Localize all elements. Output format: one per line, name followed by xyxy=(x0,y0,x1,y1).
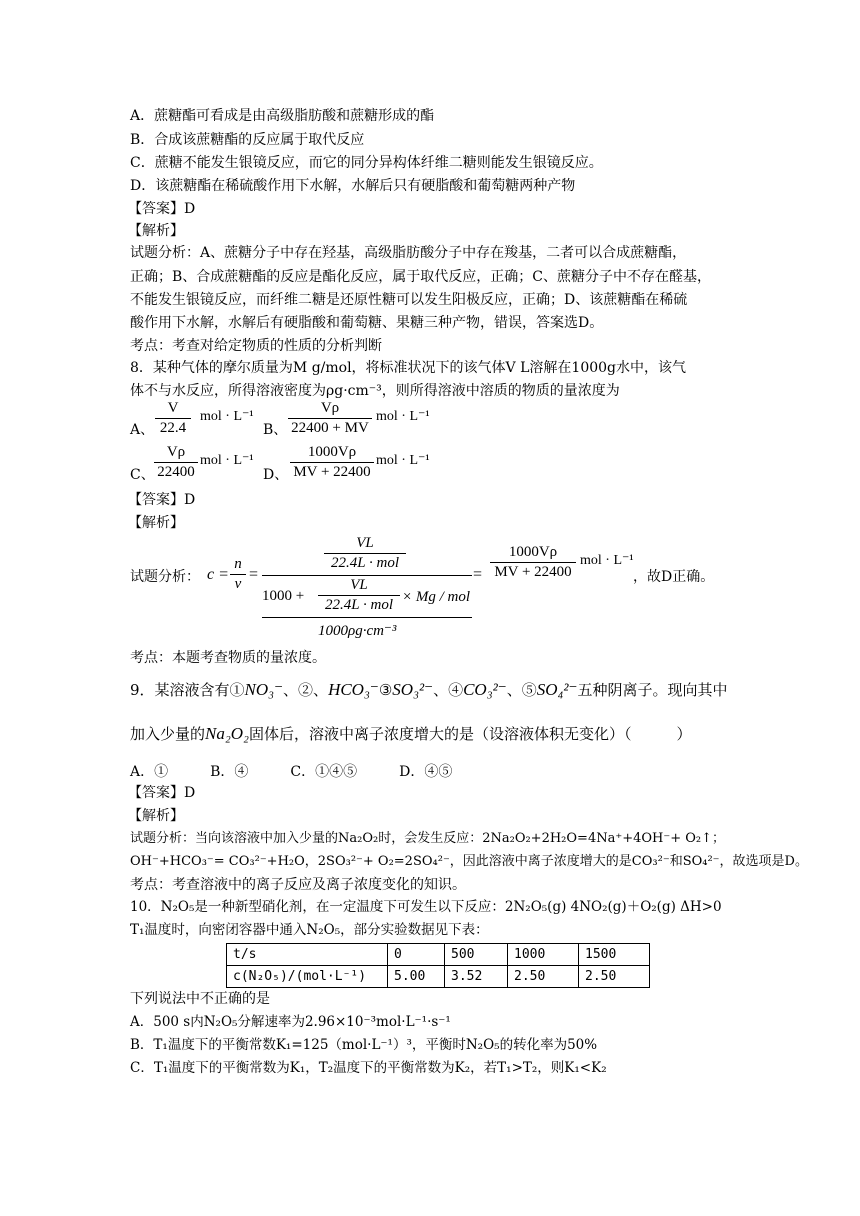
q7-option-a: A．蔗糖酯可看成是由高级脂肪酸和蔗糖形成的酯 xyxy=(130,108,435,124)
q8-c-numerator: Vρ xyxy=(154,444,198,463)
table-cell: 5.00 xyxy=(388,966,445,988)
q7-explanation-line3: 不能发生银镜反应，而纤维二糖是还原性糖可以发生阳极反应，正确；D、该蔗糖酯在稀硫 xyxy=(130,292,688,308)
q7-option-d: D．该蔗糖酯在稀硫酸作用下水解，水解后只有硬脂酸和葡萄糖两种产物 xyxy=(130,178,576,194)
q7-knowledge-point: 考点：考查对给定物质的性质的分析判断 xyxy=(130,338,382,354)
q8-b-denominator: 22400 + MV xyxy=(291,420,369,436)
q7-option-b: B．合成该蔗糖酯的反应属于取代反应 xyxy=(130,132,365,148)
q8-a-unit: mol · L⁻¹ xyxy=(200,409,254,424)
q8-result-fraction xyxy=(490,544,576,581)
q7-explanation-line4: 酸作用下水解，水解后有硬脂酸和葡萄糖、果糖三种产物，错误，答案选D。 xyxy=(130,315,604,331)
q9-stem-line1 xyxy=(130,678,727,702)
q8-result-unit: mol · L⁻¹ xyxy=(580,553,634,568)
q8-a-denominator: 22.4 xyxy=(159,420,187,436)
table-row xyxy=(227,944,650,966)
q8-option-d-label: D、 xyxy=(263,467,289,483)
table-cell: 0 xyxy=(388,944,445,966)
q8-d-denominator: MV + 22400 xyxy=(293,464,371,480)
table-cell: 2.50 xyxy=(508,966,579,988)
table-cell: 1500 xyxy=(579,944,650,966)
q8-n-over-v xyxy=(230,556,246,593)
q9-ion-so3: SO₃²⁻ xyxy=(392,680,434,699)
q9-stem-mid: 、②、 xyxy=(283,681,329,699)
q8-answer: 【答案】D xyxy=(128,492,196,508)
q8-inner-fraction xyxy=(318,577,400,614)
q9-stem-prefix: 9．某溶液含有① xyxy=(130,681,245,699)
q9-stem2-end: 固体后，溶液中离子浓度增大的是（设溶液体积无变化）（ ） xyxy=(248,725,692,743)
q8-plus-1000: 1000 + xyxy=(262,588,305,604)
q9-circle-3: ③ xyxy=(378,681,393,699)
q9-circle-4: 、④ xyxy=(433,681,464,699)
q9-ion-no3: NO₃⁻ xyxy=(244,680,284,699)
q7-answer: 【答案】D xyxy=(128,201,196,217)
q10-stem-line1: 10．N₂O₅是一种新型硝化剂，在一定温度下可发生以下反应：2N₂O₅(g) 4NO₂(g)＋O₂(g) ΔH>0 xyxy=(130,899,722,915)
q8-option-c-label: C、 xyxy=(130,467,155,483)
q8-result-numerator: 1000Vρ xyxy=(490,544,576,563)
q9-analysis-heading: 【解析】 xyxy=(128,808,184,824)
q8-result-denominator: MV + 22400 xyxy=(494,564,572,580)
q10-option-a: A．500 s内N₂O₅分解速率为2.96×10⁻³mol·L⁻¹·s⁻¹ xyxy=(130,1014,451,1030)
q8-lower-bar xyxy=(262,617,472,618)
q8-eq-sign-2: = xyxy=(473,566,483,583)
q8-c-equals: c = xyxy=(207,566,229,583)
q8-knowledge-point: 考点：本题考查物质的量浓度。 xyxy=(130,650,326,666)
q8-analysis-heading: 【解析】 xyxy=(128,515,184,531)
q7-explanation-line2: 正确；B、合成蔗糖酯的反应是酯化反应，属于取代反应，正确；C、蔗糖分子中不存在醛基， xyxy=(130,269,711,285)
q8-top-denominator: 22.4L · mol xyxy=(330,555,400,571)
q8-bottom-density: 1000ρg·cm⁻³ xyxy=(318,623,397,639)
q8-option-a-fraction xyxy=(155,400,191,437)
q8-b-unit: mol · L⁻¹ xyxy=(376,409,430,424)
q8-n: n xyxy=(230,556,246,575)
q8-top-vl: VL xyxy=(324,535,406,554)
q9-stem-line2 xyxy=(130,722,691,746)
q8-main-fraction xyxy=(262,535,472,639)
q9-ion-co3: CO₃²⁻ xyxy=(463,680,507,699)
q8-d-numerator: 1000Vρ xyxy=(290,444,374,463)
q8-c-denominator: 22400 xyxy=(157,464,195,480)
q10-data-table xyxy=(226,943,650,988)
q8-inner-denominator: 22.4L · mol xyxy=(324,597,394,613)
q8-d-unit: mol · L⁻¹ xyxy=(376,453,430,468)
q8-option-b-fraction xyxy=(288,400,372,437)
q8-eq-sign-1: = xyxy=(249,566,259,583)
q9-ion-so4: SO₄²⁻ xyxy=(536,680,578,699)
q10-option-b: B．T₁温度下的平衡常数K₁=125（mol·L⁻¹）³，平衡时N₂O₅的转化率为50% xyxy=(130,1037,598,1053)
q9-na2o2: Na₂O₂ xyxy=(205,724,249,743)
table-cell: 1000 xyxy=(508,944,579,966)
table-cell: 3.52 xyxy=(445,966,508,988)
q8-explanation-lead: 试题分析： xyxy=(130,569,200,585)
q8-option-b-label: B、 xyxy=(263,422,288,438)
q8-main-fraction-bar xyxy=(262,575,472,576)
q9-options: A．① B．④ C．①④⑤ D．④⑤ xyxy=(130,764,453,780)
q9-stem2-prefix: 加入少量的 xyxy=(130,725,206,743)
q9-stem-end: 五种阴离子。现向其中 xyxy=(577,681,728,699)
q10-question-prompt: 下列说法中不正确的是 xyxy=(130,991,270,1007)
q8-top-fraction xyxy=(324,535,406,572)
q8-option-a-label: A、 xyxy=(130,422,155,438)
table-cell: 500 xyxy=(445,944,508,966)
q8-conclusion: ，故D正确。 xyxy=(633,569,715,585)
q8-a-numerator: V xyxy=(155,400,191,419)
table-cell: c(N₂O₅)/(mol·L⁻¹) xyxy=(227,966,388,988)
q7-analysis-heading: 【解析】 xyxy=(128,223,184,239)
q10-stem-line2: T₁温度时，向密闭容器中通入N₂O₅，部分实验数据见下表： xyxy=(130,922,489,938)
q8-v: v xyxy=(234,576,242,592)
table-cell: 2.50 xyxy=(579,966,650,988)
q8-option-c-fraction xyxy=(154,444,198,481)
q8-option-d-fraction xyxy=(290,444,374,481)
q8-b-numerator: Vρ xyxy=(288,400,372,419)
q9-explanation-line1: 试题分析：当向该溶液中加入少量的Na₂O₂时，会发生反应：2Na₂O₂+2H₂O=4Na⁺+4OH⁻+ O₂↑； xyxy=(130,831,726,846)
q10-option-c: C．T₁温度下的平衡常数为K₁，T₂温度下的平衡常数为K₂，若T₁>T₂，则K₁<K₂ xyxy=(130,1060,607,1076)
q9-circle-5: 、⑤ xyxy=(506,681,537,699)
q8-inner-vl: VL xyxy=(318,577,400,596)
q9-explanation-line2: OH⁻+HCO₃⁻= CO₃²⁻+H₂O，2SO₃²⁻+ O₂=2SO₄²⁻，因此溶液中离子浓度增大的是CO₃²⁻和SO₄²⁻，故选项是D。 xyxy=(130,854,808,869)
q8-stem-line1: 8．某种气体的摩尔质量为M g/mol，将标准状况下的该气体V L溶解在1000g水中，该气 xyxy=(130,360,686,376)
q9-knowledge-point: 考点：考查溶液中的离子反应及离子浓度变化的知识。 xyxy=(130,877,466,893)
q8-stem-line2: 体不与水反应，所得溶液密度为ρg·cm⁻³，则所得溶液中溶质的物质的量浓度为 xyxy=(130,383,620,399)
q8-c-unit: mol · L⁻¹ xyxy=(200,453,254,468)
q7-option-c: C．蔗糖不能发生银镜反应，而它的同分异构体纤维二糖则能发生银镜反应。 xyxy=(130,155,603,171)
q8-times-mg: × Mg / mol xyxy=(402,589,471,605)
q9-answer: 【答案】D xyxy=(128,785,196,801)
q7-explanation-line1: 试题分析：A、蔗糖分子中存在羟基，高级脂肪酸分子中存在羧基，二者可以合成蔗糖酯， xyxy=(130,245,687,261)
table-cell: t/s xyxy=(227,944,388,966)
table-row xyxy=(227,966,650,988)
q9-ion-hco3: HCO₃⁻ xyxy=(328,680,379,699)
